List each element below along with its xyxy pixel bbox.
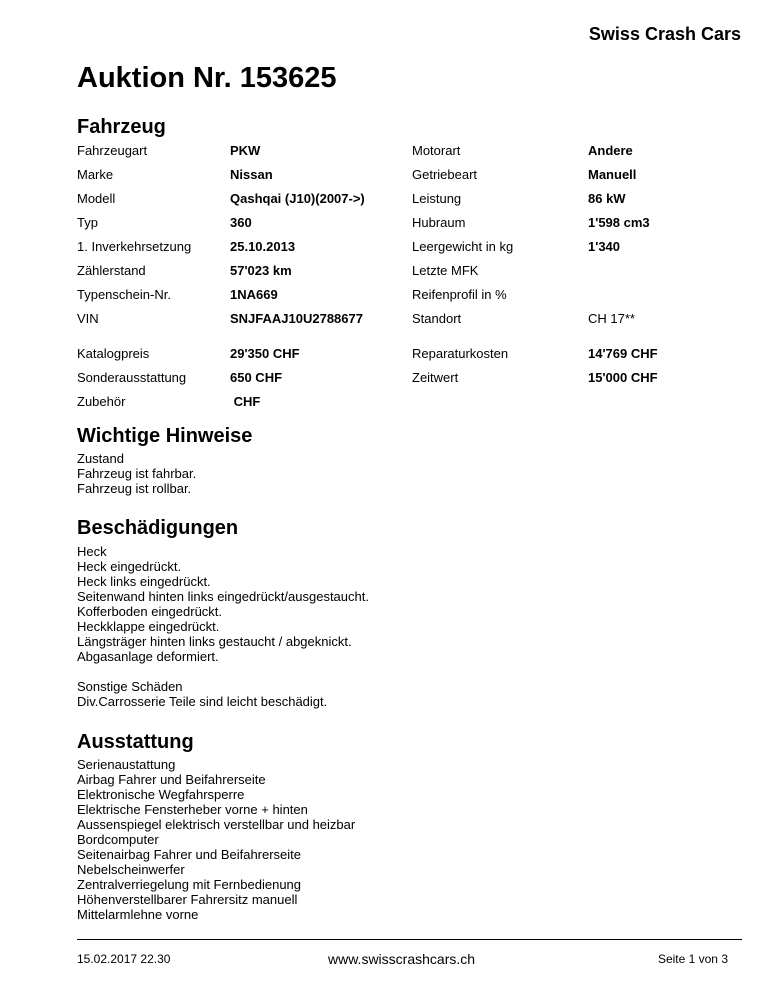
equipment-line: Zentralverriegelung mit Fernbedienung <box>77 877 302 892</box>
price-value: 650 CHF <box>230 370 283 385</box>
equipment-line: Elektronische Wegfahrsperre <box>77 787 245 802</box>
detail-value: PKW <box>230 143 261 158</box>
damages-block <box>77 544 369 664</box>
detail-label: Modell <box>77 191 116 206</box>
equipment-block <box>77 757 355 922</box>
detail-value: 25.10.2013 <box>230 239 296 254</box>
footer-date: 15.02.2017 22.30 <box>77 952 171 966</box>
damage-line: Seitenwand hinten links eingedrückt/ausgestaucht. <box>77 589 369 604</box>
section-heading-equipment: Ausstattung <box>77 731 194 753</box>
detail-label: Marke <box>77 167 114 182</box>
detail-row <box>77 143 717 167</box>
detail-value: SNJFAAJ10U2788677 <box>230 311 363 326</box>
price-label: Zeitwert <box>412 370 459 385</box>
detail-row <box>77 311 717 335</box>
equipment-line: Airbag Fahrer und Beifahrerseite <box>77 772 266 787</box>
notes-block <box>77 451 196 496</box>
price-label: Sonderausstattung <box>77 370 187 385</box>
detail-label: Reifenprofil in % <box>412 287 507 302</box>
detail-value: 57'023 km <box>230 263 292 278</box>
price-label: Katalogpreis <box>77 346 150 361</box>
section-heading-damages: Beschädigungen <box>77 517 239 539</box>
section-heading-notes: Wichtige Hinweise <box>77 425 253 447</box>
detail-row <box>77 263 717 287</box>
detail-label: 1. Inverkehrsetzung <box>77 239 192 254</box>
detail-label: Zählerstand <box>77 263 146 278</box>
detail-value: CH 17** <box>588 311 635 326</box>
price-label: Zubehör <box>77 394 126 409</box>
page-number: Seite 1 von 3 <box>657 952 728 966</box>
page-title: Auktion Nr. 153625 <box>77 62 337 94</box>
price-value: 14'769 CHF <box>588 346 658 361</box>
detail-label: Leergewicht in kg <box>412 239 514 254</box>
detail-row <box>77 191 717 215</box>
detail-value: Andere <box>588 143 633 158</box>
detail-row <box>77 287 717 311</box>
price-row <box>77 346 717 370</box>
equipment-line: Aussenspiegel elektrisch verstellbar und heizbar <box>77 817 356 832</box>
detail-label: Hubraum <box>412 215 466 230</box>
detail-value: 1'598 cm3 <box>588 215 650 230</box>
detail-row <box>77 167 717 191</box>
damage-line: Kofferboden eingedrückt. <box>77 604 223 619</box>
equipment-line: Seitenairbag Fahrer und Beifahrerseite <box>77 847 302 862</box>
brand-name: Swiss Crash Cars <box>588 24 741 44</box>
damage-line: Heck <box>77 544 107 559</box>
damage-line: Längsträger hinten links gestaucht / abgeknickt. <box>77 634 352 649</box>
detail-label: Letzte MFK <box>412 263 479 278</box>
equipment-line: Elektrische Fensterheber vorne + hinten <box>77 802 308 817</box>
detail-label: Typ <box>77 215 98 230</box>
detail-value: Qashqai (J10)(2007->) <box>230 191 365 206</box>
detail-value: 1'340 <box>588 239 621 254</box>
footer-divider <box>77 939 742 940</box>
detail-label: Leistung <box>412 191 462 206</box>
detail-value: 86 kW <box>588 191 626 206</box>
price-row <box>77 370 717 394</box>
section-heading-vehicle: Fahrzeug <box>77 116 166 138</box>
damage-line: Heck eingedrückt. <box>77 559 182 574</box>
equipment-line: Mittelarmlehne vorne <box>77 907 199 922</box>
detail-label: Typenschein-Nr. <box>77 287 171 302</box>
note-line: Zustand <box>77 451 124 466</box>
detail-value: Manuell <box>588 167 637 182</box>
note-line: Fahrzeug ist rollbar. <box>77 481 192 496</box>
equipment-line: Höhenverstellbarer Fahrersitz manuell <box>77 892 298 907</box>
equipment-line: Bordcomputer <box>77 832 159 847</box>
detail-label: Standort <box>412 311 462 326</box>
detail-row <box>77 239 717 263</box>
damage-line: Abgasanlage deformiert. <box>77 649 219 664</box>
detail-value: 360 <box>230 215 252 230</box>
price-row <box>77 394 717 418</box>
price-value: 29'350 CHF <box>230 346 300 361</box>
vehicle-details-grid <box>77 143 717 418</box>
equipment-line: Nebelscheinwerfer <box>77 862 185 877</box>
damage-line: Div.Carrosserie Teile sind leicht beschädigt. <box>77 694 328 709</box>
detail-label: Getriebeart <box>412 167 478 182</box>
price-label: Reparaturkosten <box>412 346 509 361</box>
footer-url: www.swisscrashcars.ch <box>328 951 476 967</box>
detail-row <box>77 215 717 239</box>
detail-value: 1NA669 <box>230 287 278 302</box>
price-value: CHF <box>230 394 261 409</box>
damage-line: Sonstige Schäden <box>77 679 183 694</box>
note-line: Fahrzeug ist fahrbar. <box>77 466 197 481</box>
damage-line: Heck links eingedrückt. <box>77 574 211 589</box>
equipment-line: Serienaustattung <box>77 757 176 772</box>
damage-line: Heckklappe eingedrückt. <box>77 619 220 634</box>
detail-value: Nissan <box>230 167 273 182</box>
detail-label: Motorart <box>412 143 461 158</box>
price-value: 15'000 CHF <box>588 370 658 385</box>
other-damages-block <box>77 679 327 709</box>
detail-label: VIN <box>77 311 99 326</box>
detail-label: Fahrzeugart <box>77 143 148 158</box>
